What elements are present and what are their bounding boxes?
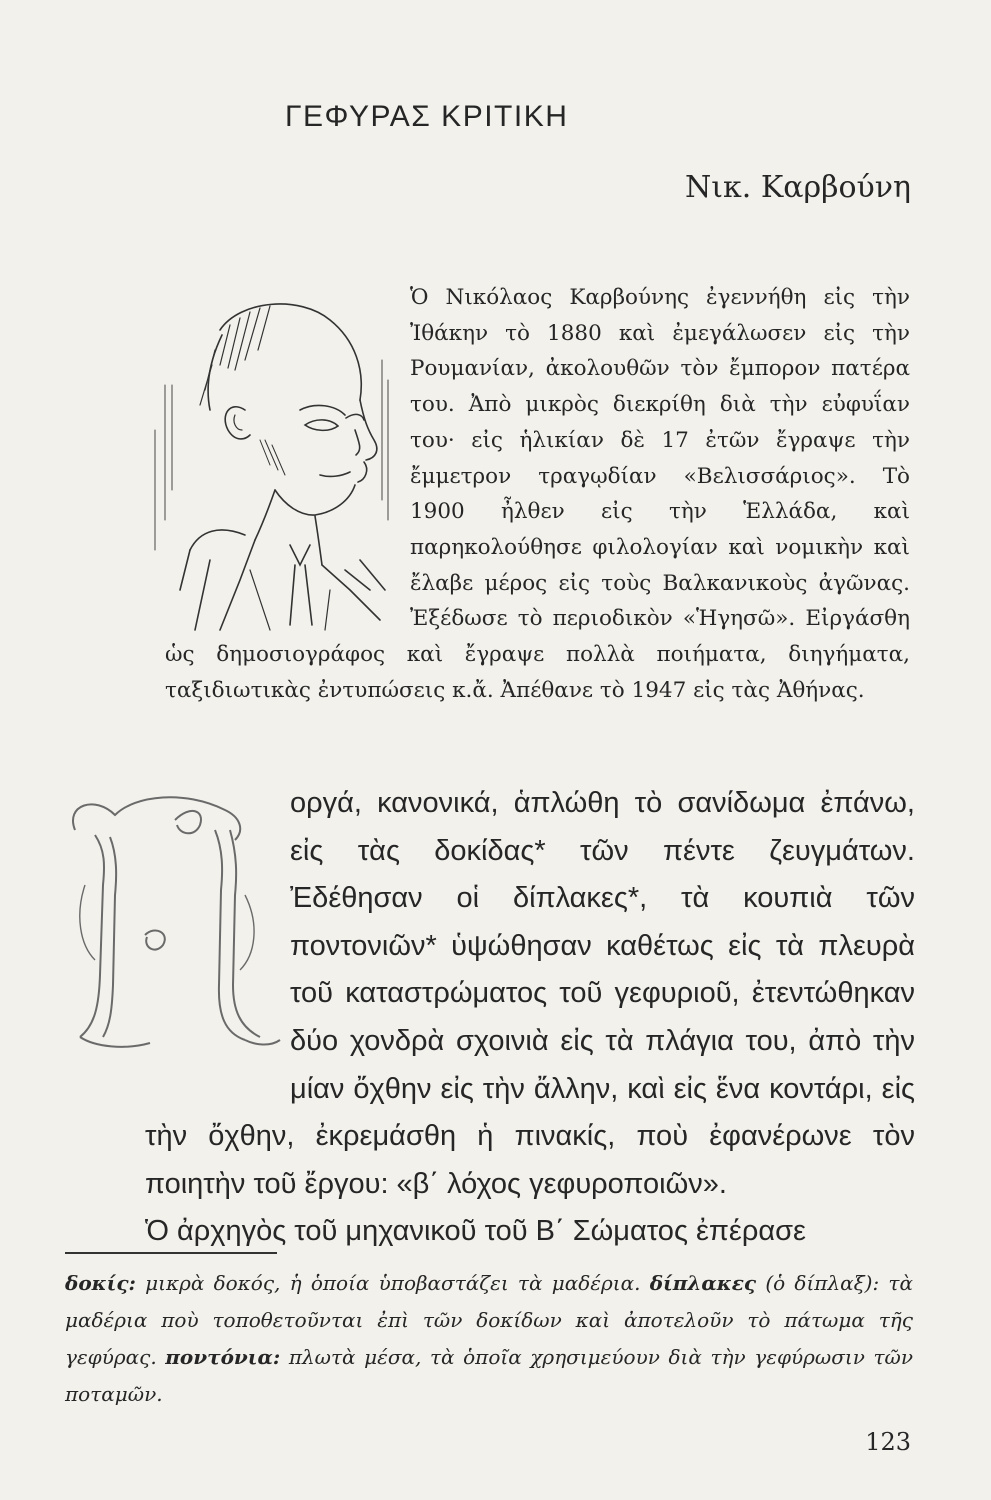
footnote-divider bbox=[65, 1252, 277, 1254]
footnote-term: ποντόνια: bbox=[165, 1345, 281, 1369]
drop-cap-space bbox=[145, 780, 290, 1070]
footnote-term: δοκίς: bbox=[65, 1271, 136, 1295]
story-text bbox=[145, 780, 915, 1256]
footnote-definition: πλωτὰ μέσα, τὰ ὁποῖα χρησιμεύουν διὰ τὴν γεφύρωσιν τῶν ποταμῶν. bbox=[65, 1345, 913, 1406]
author-name: Νικ. Καρβούνη bbox=[685, 170, 911, 205]
story-paragraph: Ὁ ἀρχηγὸς τοῦ μηχανικοῦ τοῦ Β΄ Σώματος ἐπέρασε bbox=[145, 1215, 806, 1248]
footnote-definition: μικρὰ δοκός, ἡ ὁποία ὑποβαστάζει τὰ μαδέρια. bbox=[135, 1271, 650, 1295]
footnote-term: δίπλακες bbox=[649, 1271, 757, 1295]
story-paragraph: οργά, κανονικά, ἁπλώθη τὸ σανίδωμα ἐπάνω, εἰς τὰς δοκίδας* τῶν πέντε ζευγμάτων. Ἐδέθησαν οἱ δίπλακες*, τὰ κουπιὰ τῶν ποντονιῶν* ὑψώθησαν καθέτως εἰς τὰ πλευρὰ τοῦ καταστρώματος τοῦ γεφυριοῦ, ἐτεντώθηκαν δύο χονδρὰ σχοινιὰ εἰς τὰ πλάγια του, ἀπὸ τὴν μίαν ὄχθην εἰς τὴν ἄλλην, καὶ εἰς ἕνα κοντάρι, εἰς τὴν ὄχθην, ἐκρεμάσθη ἡ πινακίς, ποὺ ἐφανέρωνε τὸν ποιητὴν τοῦ ἔργου: «β΄ λόχος γεφυροποιῶν». bbox=[145, 787, 915, 1200]
biography-text: Ὁ Νικόλαος Καρβούνης ἐγεννήθη εἰς τὴν Ἰθάκην τὸ 1880 καὶ ἐμεγάλωσεν εἰς τὴν Ρουμανίαν, ἀκολουθῶν τὸν ἔμπορον πατέρα του. Ἀπὸ μικρὸς διεκρίθη διὰ τὴν εὐφυΐαν του· εἰς ἡλικίαν δὲ 17 ἐτῶν ἔγραψε τὴν ἔμμετρον τραγῳδίαν «Βελισσάριος». Τὸ 1900 ἦλθεν εἰς τὴν Ἑλλάδα, καὶ παρηκολούθησε φιλολογίαν καὶ νομικὴν καὶ ἔλαβε μέρος εἰς τοὺς Βαλκανικοὺς ἀγῶνας. Ἐξέδωσε τὸ περιοδικὸν «Ἡγησῶ». Εἰργάσθη ὡς δημοσιογράφος καὶ ἔγραψε πολλὰ ποιήματα, διηγήματα, ταξιδιωτικὰς ἐντυπώσεις κ.ἄ. Ἀπέθανε τὸ 1947 εἰς τὰς Ἀθήνας. bbox=[165, 285, 910, 703]
page-title: ΓΕΦΥΡΑΣ ΚΡΙΤΙΚΗ bbox=[285, 100, 569, 133]
page-number: 123 bbox=[865, 1428, 911, 1456]
footnote-definition: (ὁ δίπλαξ): τὰ μαδέρια ποὺ τοποθετοῦνται ἐπὶ τῶν δοκίδων καὶ ἀποτελοῦν τὸ πάτωμα τῆς γεφύρας. bbox=[65, 1271, 913, 1369]
footnotes bbox=[65, 1265, 913, 1413]
author-biography bbox=[165, 280, 910, 708]
portrait-space bbox=[165, 280, 410, 635]
